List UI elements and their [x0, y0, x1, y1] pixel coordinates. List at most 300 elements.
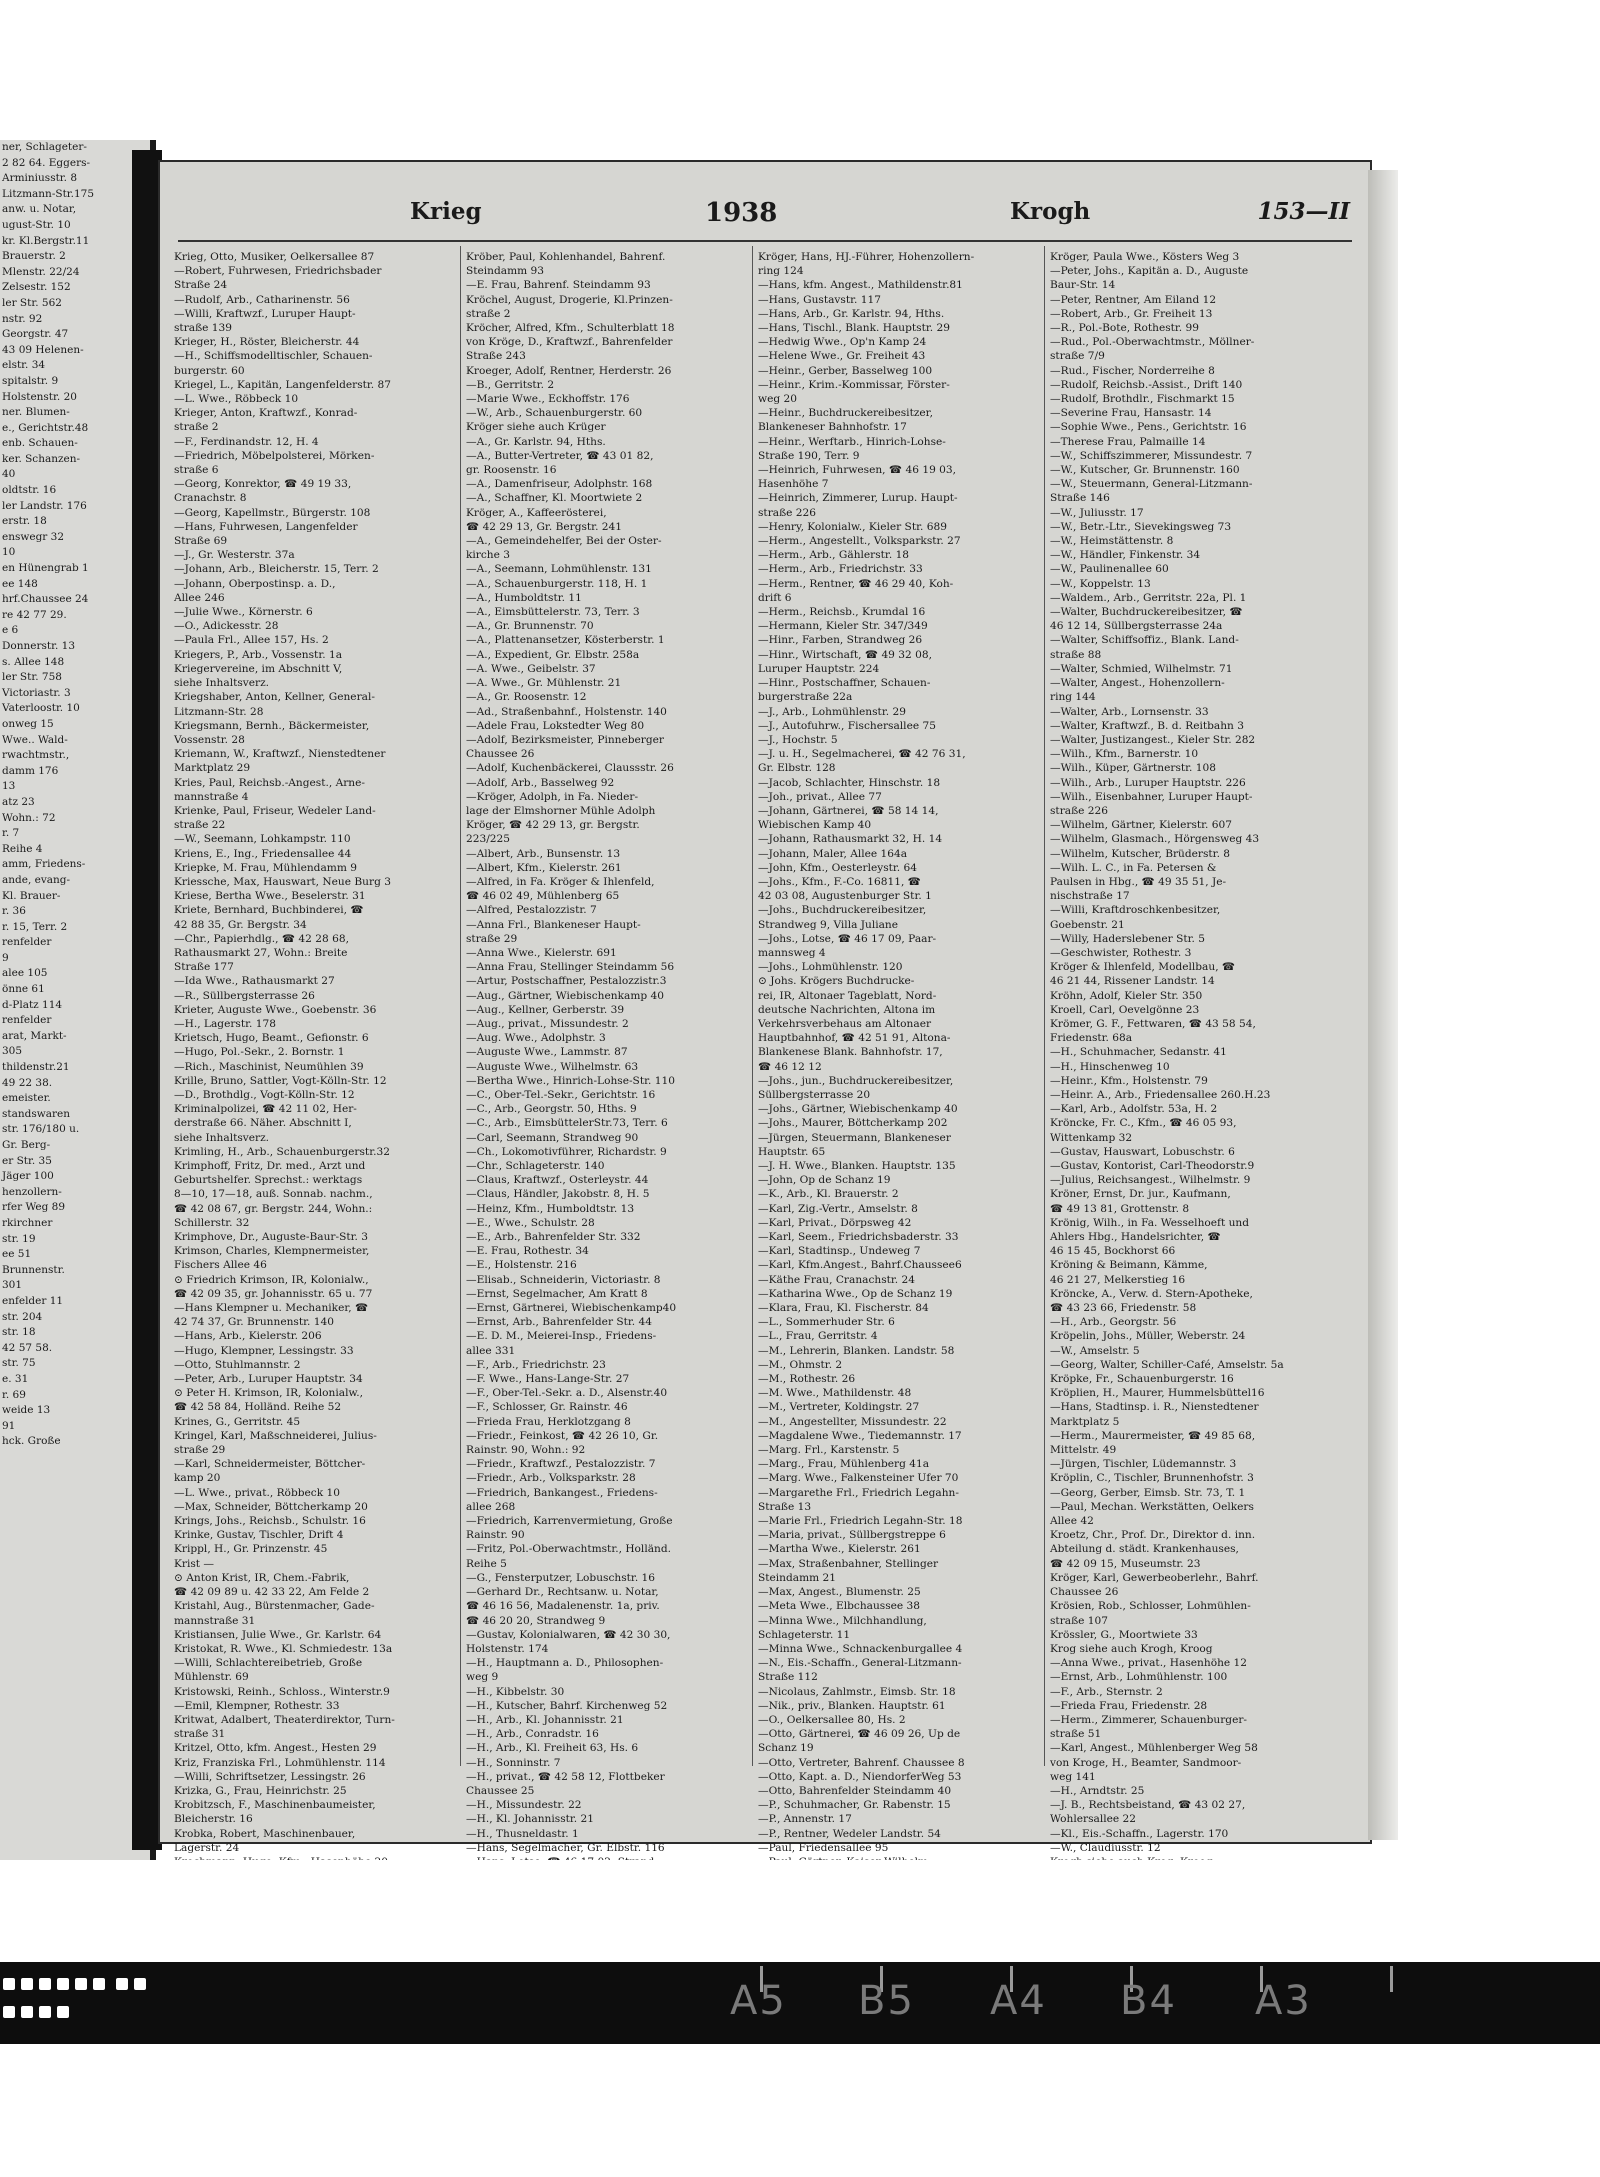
directory-entry-line: —Aug., privat., Missundestr. 2 [466, 1017, 629, 1030]
directory-entry-line: —Herm., Zimmerer, Schauenburger- [1050, 1713, 1247, 1726]
left-fragment-line: kr. Kl.Bergstr.11 [2, 234, 90, 247]
directory-entry-line: Schlageterstr. 11 [758, 1628, 851, 1641]
directory-entry-line: rei, IR, Altonaer Tageblatt, Nord- [758, 989, 937, 1002]
directory-entry-line: Kritwat, Adalbert, Theaterdirektor, Turn- [174, 1713, 395, 1726]
left-fragment-line: e. 31 [2, 1372, 29, 1385]
left-fragment-line: Brauerstr. 2 [2, 250, 66, 263]
directory-entry-line: Kröger, A., Kaffeerösterei, [466, 506, 607, 519]
column-divider [752, 246, 753, 1766]
directory-entry-line: —H., Missundestr. 22 [466, 1799, 582, 1812]
directory-entry-line: ☎ 42 29 13, Gr. Bergstr. 241 [466, 520, 623, 533]
directory-entry-line: —Hans, kfm. Angest., Mathildenstr.81 [758, 279, 963, 292]
directory-entry-line: —Johs., Buchdruckereibesitzer, [758, 904, 927, 917]
left-fragment-line: Jäger 100 [2, 1170, 54, 1183]
directory-page [158, 160, 1372, 1854]
directory-entry-line: weg 20 [758, 393, 797, 406]
directory-entry-line: —Johann, Gärtnerei, ☎ 58 14 14, [758, 804, 939, 817]
directory-entry-line: —Klara, Frau, Kl. Fischerstr. 84 [758, 1302, 929, 1315]
directory-entry-line: Straße 243 [466, 350, 526, 363]
directory-entry-line: —A., Gr. Brunnenstr. 70 [466, 620, 594, 633]
directory-entry-line: Kröger, Paula Wwe., Kösters Weg 3 [1050, 251, 1240, 263]
directory-entry-line: Schillerstr. 32 [174, 1216, 250, 1229]
left-fragment-line: ee 148 [2, 577, 38, 590]
directory-entry-line: Wohlersallee 22 [1050, 1813, 1137, 1826]
directory-entry-line: —Hinr., Postschaffner, Schauen- [758, 677, 931, 690]
directory-entry-line: Chaussee 26 [466, 748, 535, 761]
directory-entry-line: —Fritz, Pol.-Oberwachtmstr., Holländ. [466, 1543, 671, 1556]
directory-entry-line: ☎ 49 13 81, Grottenstr. 8 [1050, 1202, 1190, 1215]
directory-entry-line: —Hans, Tischl., Blank. Hauptstr. 29 [758, 322, 950, 335]
directory-entry-line: —Wilh., Arb., Luruper Hauptstr. 226 [1050, 776, 1246, 789]
directory-entry-line: —Walter, Schmied, Wilhelmstr. 71 [1050, 662, 1233, 675]
directory-entry-line: Straße 13 [758, 1500, 812, 1513]
directory-entry-line: —A., Gr. Roosenstr. 12 [466, 691, 587, 704]
directory-entry-line: —Max, Straßenbahner, Stellinger [758, 1557, 939, 1570]
directory-entry-line: —A., Plattenansetzer, Kösterberstr. 1 [466, 634, 665, 647]
directory-entry-line: —Meta Wwe., Elbchaussee 38 [758, 1600, 921, 1613]
directory-entry-line: Krimphove, Dr., Auguste-Baur-Str. 3 [174, 1231, 368, 1244]
directory-entry-line: —Anna Wwe., Kielerstr. 691 [466, 946, 617, 959]
left-fragment-line: ler Landstr. 176 [2, 499, 87, 512]
left-fragment-line: oldtstr. 16 [2, 484, 57, 497]
directory-entry-line: —Otto, Vertreter, Bahrenf. Chaussee 8 [758, 1756, 965, 1769]
directory-entry-line: —R., Süllbergsterrasse 26 [174, 989, 315, 1002]
left-fragment-line: ker. Schanzen- [2, 452, 81, 465]
directory-entry-line: —Chr., Papierhdlg., ☎ 42 28 68, [174, 932, 349, 945]
directory-entry-line: Krietsch, Hugo, Beamt., Gefionstr. 6 [174, 1032, 369, 1045]
left-fragment-line: d-Platz 114 [2, 998, 63, 1011]
left-fragment-line: re 42 77 29. [2, 608, 67, 621]
directory-entry-line: Krienke, Paul, Friseur, Wedeler Land- [174, 804, 376, 817]
directory-entry-line: gr. Roosenstr. 16 [466, 464, 557, 477]
directory-entry-line: straße 2 [174, 421, 219, 434]
directory-entry-line: —M., Vertreter, Koldingstr. 27 [758, 1401, 920, 1414]
directory-entry-line: —A., Eimsbüttelerstr. 73, Terr. 3 [466, 606, 640, 619]
left-fragment-line: amm, Friedens- [2, 858, 86, 871]
left-fragment-line: Holstenstr. 20 [2, 390, 77, 403]
directory-entry-line: 42 88 35, Gr. Bergstr. 34 [174, 918, 307, 931]
directory-entry-line: —A., Gemeindehelfer, Bei der Oster- [466, 535, 662, 548]
directory-entry-line: —Heinr., Krim.-Kommissar, Förster- [758, 378, 950, 391]
directory-entry-line: —Willi, Schlachtereibetrieb, Große [174, 1657, 363, 1670]
left-fragment-line: 91 [2, 1419, 16, 1432]
directory-entry-line: —Max, Schneider, Böttcherkamp 20 [174, 1500, 368, 1513]
directory-entry-line: —Peter, Arb., Luruper Hauptstr. 34 [174, 1373, 363, 1386]
directory-entry-line: —Adele Frau, Lokstedter Weg 80 [466, 719, 645, 732]
left-fragment-line: Kl. Brauer- [2, 889, 61, 902]
directory-entry-line: —Adolf, Bezirksmeister, Pinneberger [466, 733, 664, 746]
directory-entry-line: straße 6 [174, 464, 219, 477]
directory-entry-line: —H., Arb., Conradstr. 16 [466, 1728, 599, 1741]
directory-entry-line: Kries, Paul, Reichsb.-Angest., Arne- [174, 776, 365, 789]
directory-entry-line: —Friedr., Feinkost, ☎ 42 26 10, Gr. [466, 1429, 659, 1442]
directory-entry-line: Ahlers Hbg., Handelsrichter, ☎ [1050, 1231, 1221, 1244]
directory-entry-line: —Willi, Kraftwzf., Luruper Haupt- [174, 307, 356, 320]
directory-entry-line: —Waldem., Arb., Gerritstr. 22a, Pl. 1 [1050, 591, 1247, 604]
directory-entry-line: 223/225 [466, 833, 511, 846]
directory-entry-line: siehe Inhaltsverz. [174, 1131, 270, 1144]
directory-entry-line: —Severine Frau, Hansastr. 14 [1050, 407, 1212, 420]
directory-entry-line: Krille, Bruno, Sattler, Vogt-Kölln-Str. 12 [174, 1074, 387, 1087]
directory-entry-line: —M., Rothestr. 26 [758, 1373, 856, 1386]
directory-entry-line: Schanz 19 [758, 1742, 814, 1755]
directory-entry-line: —H., Arb., Kl. Johannisstr. 21 [466, 1713, 624, 1726]
directory-entry-line: —Herm., Maurermeister, ☎ 49 85 68, [1050, 1429, 1256, 1442]
directory-entry-line: —Peter, Johs., Kapitän a. D., Auguste [1050, 265, 1249, 278]
directory-entry-line: —Hans, Stadtinsp. i. R., Nienstedtener [1050, 1401, 1259, 1414]
directory-entry-line: straße 226 [1050, 804, 1109, 817]
directory-entry-line: —Johann, Maler, Allee 164a [758, 847, 908, 860]
directory-entry-line: Kröger & Ihlenfeld, Modellbau, ☎ [1050, 961, 1236, 974]
directory-entry-line: —Jürgen, Tischler, Lüdemannstr. 3 [1050, 1458, 1237, 1471]
directory-entry-line: —Johs., Kfm., F.-Co. 16811, ☎ [758, 875, 921, 888]
directory-entry-line: —Wilh. L. C., in Fa. Petersen & [1050, 861, 1217, 874]
directory-entry-line: —H., Sonninstr. 7 [466, 1756, 561, 1769]
directory-entry-line: —Rudolf, Reichsb.-Assist., Drift 140 [1050, 378, 1243, 391]
directory-entry-line: —Johs., Gärtner, Wiebischenkamp 40 [758, 1103, 958, 1116]
directory-entry-line: ☎ 43 23 66, Friedenstr. 58 [1050, 1302, 1197, 1315]
directory-entry-line: mannstraße 31 [174, 1614, 256, 1627]
left-fragment-line: atz 23 [2, 795, 35, 808]
directory-entry-line: —H., Arb., Georgstr. 56 [1050, 1316, 1177, 1329]
directory-entry-line: —John, Kfm., Oesterleystr. 64 [758, 861, 918, 874]
directory-entry-line: —E. D. M., Meierei-Insp., Friedens- [466, 1330, 657, 1343]
directory-entry-line: —E., Holstenstr. 216 [466, 1259, 577, 1272]
directory-entry-line: Wiebischen Kamp 40 [758, 819, 872, 832]
directory-entry-line: —Alfred, in Fa. Kröger & Ihlenfeld, [466, 875, 655, 888]
directory-entry-line: —Claus, Kraftwzf., Osterleystr. 44 [466, 1174, 649, 1187]
directory-entry-line: ☎ 46 16 56, Madalenenstr. 1a, priv. [466, 1600, 660, 1613]
directory-entry-line: —Julius, Reichsangest., Wilhelmstr. 9 [1050, 1174, 1251, 1187]
directory-entry-line: ☎ 42 08 67, gr. Bergstr. 244, Wohn.: [174, 1202, 373, 1215]
directory-entry-line: —Heinz, Kfm., Humboldtstr. 13 [466, 1202, 635, 1215]
directory-entry-line: Holstenstr. 174 [466, 1642, 549, 1655]
directory-entry-line: —Margarethe Frl., Friedrich Legahn- [758, 1486, 959, 1499]
left-fragment-line: s. Allee 148 [2, 655, 65, 668]
directory-entry-line: Süllbergsterrasse 20 [758, 1088, 871, 1101]
directory-entry-line: —Walter, Justizangest., Kieler Str. 282 [1050, 733, 1256, 746]
left-fragment-line: emeister. [2, 1092, 51, 1105]
directory-entry-line: Marktplatz 29 [174, 762, 251, 775]
directory-entry-line: —Ad., Straßenbahnf., Holstenstr. 140 [466, 705, 667, 718]
directory-entry-line: —Aug., Kellner, Gerberstr. 39 [466, 1003, 625, 1016]
directory-entry-line: Kröhn, Adolf, Kieler Str. 350 [1050, 989, 1203, 1002]
left-fragment-line: Donnerstr. 13 [2, 640, 76, 652]
directory-entry-line: —W., Heimstättenstr. 8 [1050, 535, 1174, 548]
directory-entry-line: —Aug., Gärtner, Wiebischenkamp 40 [466, 989, 665, 1002]
directory-entry-line: —Georg, Konrektor, ☎ 49 19 33, [174, 478, 352, 491]
directory-entry-line: Rainstr. 90 [466, 1529, 525, 1542]
left-fragment-line: str. 18 [2, 1326, 36, 1339]
directory-entry-line: —L., Sommerhuder Str. 6 [758, 1316, 895, 1329]
directory-entry-line: straße 7/9 [1050, 350, 1105, 363]
directory-entry-line: —A., Seemann, Lohmühlenstr. 131 [466, 563, 652, 576]
directory-entry-line: straße 29 [466, 932, 518, 945]
directory-entry-line: Fischers Allee 46 [174, 1259, 267, 1272]
left-fragment-line: r. 15, Terr. 2 [2, 920, 68, 933]
directory-entry-line: Krinke, Gustav, Tischler, Drift 4 [174, 1529, 344, 1542]
directory-entry-line: Kroetz, Chr., Prof. Dr., Direktor d. inn. [1050, 1529, 1256, 1542]
directory-entry-line: —P., Annenstr. 17 [758, 1813, 852, 1826]
header-year: 1938 [705, 198, 778, 228]
directory-entry-line: ⊙ Anton Krist, IR, Chem.-Fabrik, [174, 1571, 350, 1584]
directory-entry-line: —Walter, Arb., Lornsenstr. 33 [1050, 705, 1209, 718]
directory-entry-line: —Johs., Lotse, ☎ 46 17 09, Paar- [758, 932, 937, 945]
directory-entry-line: —Jürgen, Steuermann, Blankeneser [758, 1131, 951, 1144]
directory-entry-line: Luruper Hauptstr. 224 [758, 662, 880, 675]
left-fragment-line: enswegr 32 [2, 530, 65, 543]
directory-entry-line: ☎ 46 02 49, Mühlenberg 65 [466, 890, 620, 903]
directory-entry-line: —Marie Frl., Friedrich Legahn-Str. 18 [758, 1515, 963, 1528]
directory-entry-line: drift 6 [758, 591, 792, 604]
column-divider [1044, 246, 1045, 1766]
directory-entry-line: —Claus, Händler, Jakobstr. 8, H. 5 [466, 1188, 650, 1201]
directory-entry-line: —Karl, Zig.-Vertr., Amselstr. 8 [758, 1202, 918, 1215]
directory-entry-line: —A., Schauenburgerstr. 118, H. 1 [466, 577, 648, 590]
directory-entry-line: Kritzel, Otto, kfm. Angest., Hesten 29 [174, 1742, 377, 1755]
directory-entry-line: —Elisab., Schneiderin, Victoriastr. 8 [466, 1273, 661, 1286]
directory-entry-line: —Maria, privat., Süllbergstreppe 6 [758, 1529, 946, 1542]
directory-entry-line: —J. B., Rechtsbeistand, ☎ 43 02 27, [1050, 1799, 1246, 1812]
directory-entry-line: —Anna Frl., Blankeneser Haupt- [466, 918, 641, 931]
directory-entry-line: —Willy, Haderslebener Str. 5 [1050, 932, 1205, 945]
directory-entry-line: Kristokat, R. Wwe., Kl. Schmiedestr. 13a [174, 1642, 393, 1655]
directory-entry-line: —Adolf, Kuchenbäckerei, Claussstr. 26 [466, 762, 674, 775]
directory-entry-line: —Willi, Schriftsetzer, Lessingstr. 26 [174, 1770, 366, 1783]
left-fragment-line: Litzmann-Str.175 [2, 187, 95, 200]
directory-entry-line: 46 15 45, Bockhorst 66 [1050, 1245, 1176, 1258]
directory-entry-line: Kriemann, W., Kraftwzf., Nienstedtener [174, 748, 386, 761]
directory-entry-line: —A., Humboldtstr. 11 [466, 591, 582, 604]
directory-entry-line: —Henry, Kolonialw., Kieler Str. 689 [758, 520, 947, 533]
directory-entry-line: straße 226 [758, 506, 817, 519]
directory-entry-line: ring 124 [758, 265, 804, 278]
directory-entry-line: straße 2 [466, 307, 511, 320]
directory-entry-line: —Heinrich, Fuhrwesen, ☎ 46 19 03, [758, 464, 957, 477]
directory-entry-line: —Karl, Privat., Dörpsweg 42 [758, 1216, 912, 1229]
directory-entry-line: —Minna Wwe., Schnackenburgallee 4 [758, 1642, 963, 1655]
left-fragment-line: er Str. 35 [2, 1154, 52, 1167]
directory-entry-line: 46 12 14, Süllbergsterrasse 24a [1050, 620, 1223, 633]
left-fragment-line: 13 [2, 780, 16, 793]
left-page-text [0, 140, 150, 1450]
directory-entry-line: straße 107 [1050, 1614, 1109, 1627]
directory-entry-line: —Herm., Arb., Friedrichstr. 33 [758, 563, 923, 576]
directory-entry-line: burgerstr. 60 [174, 364, 245, 377]
directory-entry-line: —Karl, Angest., Mühlenberger Weg 58 [1050, 1742, 1258, 1755]
directory-entry-line: —L. Wwe., Röbbeck 10 [174, 393, 299, 406]
directory-entry-line: 42 74 37, Gr. Brunnenstr. 140 [174, 1316, 334, 1329]
left-fragment-line: ner. Blumen- [2, 406, 70, 419]
directory-entry-line: straße 29 [174, 1444, 226, 1457]
directory-entry-line: —Martha Wwe., Kielerstr. 261 [758, 1543, 921, 1556]
directory-entry-line: —Georg, Kapellmstr., Bürgerstr. 108 [174, 506, 371, 519]
left-fragment-line: 42 57 58. [2, 1341, 53, 1354]
directory-entry-line: Kröpke, Fr., Schauenburgerstr. 16 [1050, 1373, 1234, 1386]
directory-entry-line: Kristiansen, Julie Wwe., Gr. Karlstr. 64 [174, 1628, 382, 1641]
directory-entry-line: —L. Wwe., privat., Röbbeck 10 [174, 1486, 340, 1499]
header-rule [178, 240, 1352, 242]
left-fragment-line: hrf.Chaussee 24 [2, 593, 89, 606]
directory-entry-line: Kriese, Bertha Wwe., Beselerstr. 31 [174, 890, 366, 903]
left-fragment-line: spitalstr. 9 [2, 374, 59, 387]
directory-entry-line: Kröncke, A., Verw. d. Stern-Apotheke, [1050, 1287, 1253, 1300]
directory-entry-line: —Hans, Fuhrwesen, Langenfelder [174, 520, 358, 533]
directory-entry-line: Vossenstr. 28 [174, 733, 245, 746]
directory-entry-line: —W., Kutscher, Gr. Brunnenstr. 160 [1050, 464, 1240, 477]
directory-entry-line: —Hedwig Wwe., Op'n Kamp 24 [758, 336, 927, 349]
directory-entry-line: Goebenstr. 21 [1050, 918, 1125, 931]
directory-entry-line: Krimphoff, Fritz, Dr. med., Arzt und [174, 1160, 366, 1172]
page-number: 153—II [1257, 198, 1350, 225]
directory-entry-line: —F., Ober-Tel.-Sekr. a. D., Alsenstr.40 [466, 1387, 668, 1400]
directory-entry-line: —Rud., Pol.-Oberwachtmstr., Möllner- [1050, 336, 1255, 349]
directory-entry-line: —Otto, Gärtnerei, ☎ 46 09 26, Up de [758, 1728, 961, 1741]
directory-entry-line: —Hans, Arb., Gr. Karlstr. 94, Hths. [758, 307, 945, 320]
directory-entry-line: —Albert, Arb., Bunsenstr. 13 [466, 847, 621, 860]
directory-entry-line: —Johann, Arb., Bleicherstr. 15, Terr. 2 [174, 563, 379, 576]
directory-entry-line: Hauptbahnhof, ☎ 42 51 91, Altona- [758, 1032, 951, 1045]
directory-entry-line: straße 139 [174, 322, 233, 335]
directory-entry-line: —Katharina Wwe., Op de Schanz 19 [758, 1287, 953, 1300]
directory-entry-line: —Gustav, Hauswart, Lobuschstr. 6 [1050, 1145, 1235, 1158]
directory-entry-line: —Gustav, Kontorist, Carl-Theodorstr.9 [1050, 1160, 1255, 1172]
directory-entry-line: Krieger, H., Röster, Bleicherstr. 44 [174, 336, 360, 349]
directory-entry-line: Krobitzsch, F., Maschinenbaumeister, [174, 1799, 376, 1812]
column-divider [460, 246, 461, 1766]
left-fragment-line: str. 176/180 u. [2, 1123, 80, 1136]
directory-entry-line: —Karl, Stadtinsp., Undeweg 7 [758, 1245, 921, 1258]
directory-entry-line: Kriegervereine, im Abschnitt V, [174, 662, 343, 675]
directory-entry-line: Geburtshelfer. Sprechst.: werktags [174, 1174, 363, 1187]
directory-entry-line: weg 141 [1050, 1770, 1096, 1783]
directory-entry-line: von Kröge, D., Kraftwzf., Bahrenfelder [466, 336, 673, 349]
directory-entry-line: —H., Kl. Johannisstr. 21 [466, 1813, 595, 1826]
left-fragment-line: hck. Große [2, 1435, 61, 1448]
directory-entry-line: —A., Gr. Karlstr. 94, Hths. [466, 435, 606, 448]
directory-entry-line: Wittenkamp 32 [1050, 1131, 1133, 1144]
left-fragment-line: damm 176 [2, 764, 59, 777]
directory-entry-line: —F., Ferdinandstr. 12, H. 4 [174, 435, 319, 448]
left-fragment-line: 49 22 38. [2, 1076, 53, 1089]
directory-entry-line: Kröner, Ernst, Dr. jur., Kaufmann, [1050, 1188, 1231, 1201]
left-fragment-line: Gr. Berg- [2, 1139, 51, 1151]
directory-entry-line: —Friedrich, Bankangest., Friedens- [466, 1486, 658, 1499]
directory-entry-line: —Friedr., Kraftwzf., Pestalozzistr. 7 [466, 1458, 656, 1471]
directory-entry-line: —Therese Frau, Palmaille 14 [1050, 435, 1206, 448]
directory-entry-line: Baur-Str. 14 [1050, 279, 1116, 292]
directory-entry-line: —M., Angestellter, Missundestr. 22 [758, 1415, 947, 1428]
directory-entry-line: —N., Eis.-Schaffn., General-Litzmann- [758, 1657, 962, 1670]
directory-entry-line: Kristahl, Aug., Bürstenmacher, Gade- [174, 1600, 375, 1613]
left-fragment-line: ler Str. 562 [2, 296, 62, 309]
directory-entry-line: Cranachstr. 8 [174, 492, 247, 505]
directory-entry-line: —P., Schuhmacher, Gr. Rabenstr. 15 [758, 1799, 951, 1812]
directory-entry-line: —Rudolf, Arb., Catharinenstr. 56 [174, 293, 350, 306]
directory-entry-line: —J., Gr. Westerstr. 37a [174, 549, 295, 562]
directory-entry-line: —Robert, Fuhrwesen, Friedrichsbader [174, 265, 382, 278]
directory-entry-line: —A. Wwe., Gr. Mühlenstr. 21 [466, 677, 622, 690]
directory-entry-line: Kriete, Bernhard, Buchbinderei, ☎ [174, 904, 364, 917]
directory-entry-line: —Helene Wwe., Gr. Freiheit 43 [758, 350, 926, 363]
directory-entry-line: —W., Steuermann, General-Litzmann- [1050, 478, 1253, 491]
directory-entry-line: Blankeneser Bahnhofstr. 17 [758, 421, 907, 434]
directory-entry-line: —Johs., Maurer, Böttcherkamp 202 [758, 1117, 948, 1130]
directory-entry-line: —Albert, Kfm., Kielerstr. 261 [466, 861, 622, 874]
directory-entry-line: —Gustav, Kolonialwaren, ☎ 42 30 30, [466, 1628, 671, 1641]
directory-entry-line: Kriepke, M. Frau, Mühlendamm 9 [174, 861, 357, 874]
directory-entry-line: —G., Fensterputzer, Lobuschstr. 16 [466, 1571, 656, 1584]
directory-entry-line: Kröger, Karl, Gewerbeoberlehr., Bahrf. [1050, 1571, 1259, 1584]
left-fragment-line: thildenstr.21 [2, 1061, 70, 1074]
directory-entry-line: —Johann, Oberpostinsp. a. D., [174, 577, 336, 590]
directory-entry-line: —C., Arb., Georgstr. 50, Hths. 9 [466, 1103, 637, 1116]
directory-entry-line: Kringel, Karl, Maßschneiderei, Julius- [174, 1429, 377, 1442]
film-mark: A3 [1255, 1978, 1312, 2024]
directory-entry-line: —Karl, Seem., Friedrichsbaderstr. 33 [758, 1231, 959, 1244]
directory-entry-line: —Ernst, Arb., Lohmühlenstr. 100 [1050, 1671, 1228, 1684]
left-fragment-line: 43 09 Helenen- [2, 343, 84, 356]
directory-entry-line: —J. u. H., Segelmacherei, ☎ 42 76 31, [758, 748, 966, 761]
directory-entry-line: —Rud., Fischer, Norderreihe 8 [1050, 364, 1215, 377]
directory-entry-line: —Hugo, Pol.-Sekr., 2. Bornstr. 1 [174, 1046, 345, 1059]
directory-entry-line: Mittelstr. 49 [1050, 1444, 1117, 1457]
directory-entry-line: Chaussee 26 [1050, 1586, 1119, 1599]
directory-entry-line: derstraße 66. Näher. Abschnitt I, [174, 1117, 352, 1130]
directory-entry-line: Strandweg 9, Villa Juliane [758, 918, 899, 931]
directory-entry-line: straße 51 [1050, 1728, 1102, 1741]
directory-entry-line: 42 03 08, Augustenburger Str. 1 [758, 890, 932, 903]
column-4 [1050, 250, 1334, 1854]
directory-entry-line: —F., Schlosser, Gr. Rainstr. 46 [466, 1401, 628, 1414]
directory-entry-line: —Ch., Lokomotivführer, Richardstr. 9 [466, 1145, 667, 1158]
directory-entry-line: Kroeger, Adolf, Rentner, Herderstr. 26 [466, 364, 672, 377]
directory-entry-line: —F., Arb., Friedrichstr. 23 [466, 1358, 606, 1371]
directory-entry-line: —Hinr., Wirtschaft, ☎ 49 32 08, [758, 648, 932, 661]
left-fragment-line: elstr. 34 [2, 359, 46, 372]
directory-entry-line: Krieger, Anton, Kraftwzf., Konrad- [174, 407, 358, 420]
directory-entry-line: Rathausmarkt 27, Wohn.: Breite [174, 946, 348, 959]
directory-entry-line: —Robert, Arb., Gr. Freiheit 13 [1050, 307, 1213, 320]
directory-entry-line: —John, Op de Schanz 19 [758, 1174, 891, 1187]
column-2 [466, 250, 750, 1854]
left-fragment-line: Georgstr. 47 [2, 328, 69, 341]
directory-entry-line: —Wilh., Eisenbahner, Luruper Haupt- [1050, 790, 1253, 803]
directory-entry-line: lage der Elmshorner Mühle Adolph [466, 804, 656, 817]
directory-entry-line: —Hans, Gustavstr. 117 [758, 293, 881, 306]
left-fragment-line: str. 19 [2, 1232, 36, 1245]
directory-entry-line: Kriegshaber, Anton, Kellner, General- [174, 691, 375, 704]
directory-entry-line: —W., Betr.-Ltr., Sievekingsweg 73 [1050, 520, 1232, 533]
directory-entry-line: Kriens, E., Ing., Friedensallee 44 [174, 847, 352, 860]
directory-entry-line: —Paula Frl., Allee 157, Hs. 2 [174, 634, 329, 647]
directory-entry-line: —Frieda Frau, Herklotzgang 8 [466, 1415, 631, 1428]
directory-entry-line: —M., Lehrerin, Blanken. Landstr. 58 [758, 1344, 955, 1357]
directory-entry-line: straße 88 [1050, 648, 1102, 661]
directory-entry-line: kamp 20 [174, 1472, 221, 1485]
directory-entry-line: Allee 42 [1050, 1515, 1094, 1528]
left-fragment-line: Arminiusstr. 8 [2, 172, 78, 185]
left-fragment-line: ande, evang- [2, 873, 71, 886]
directory-entry-line: Reihe 5 [466, 1557, 507, 1570]
directory-entry-line: —Aug. Wwe., Adolphstr. 3 [466, 1032, 606, 1045]
directory-entry-line: —Herm., Angestellt., Volksparkstr. 27 [758, 535, 961, 548]
directory-entry-line: —Gerhard Dr., Rechtsanw. u. Notar, [466, 1586, 659, 1599]
directory-entry-line: Kriegers, P., Arb., Vossenstr. 1a [174, 648, 343, 661]
directory-entry-line: —Herm., Arb., Gählerstr. 18 [758, 549, 910, 562]
directory-entry-line: Bleicherstr. 16 [174, 1813, 253, 1826]
directory-entry-line: Krizka, G., Frau, Heinrichstr. 25 [174, 1784, 347, 1797]
